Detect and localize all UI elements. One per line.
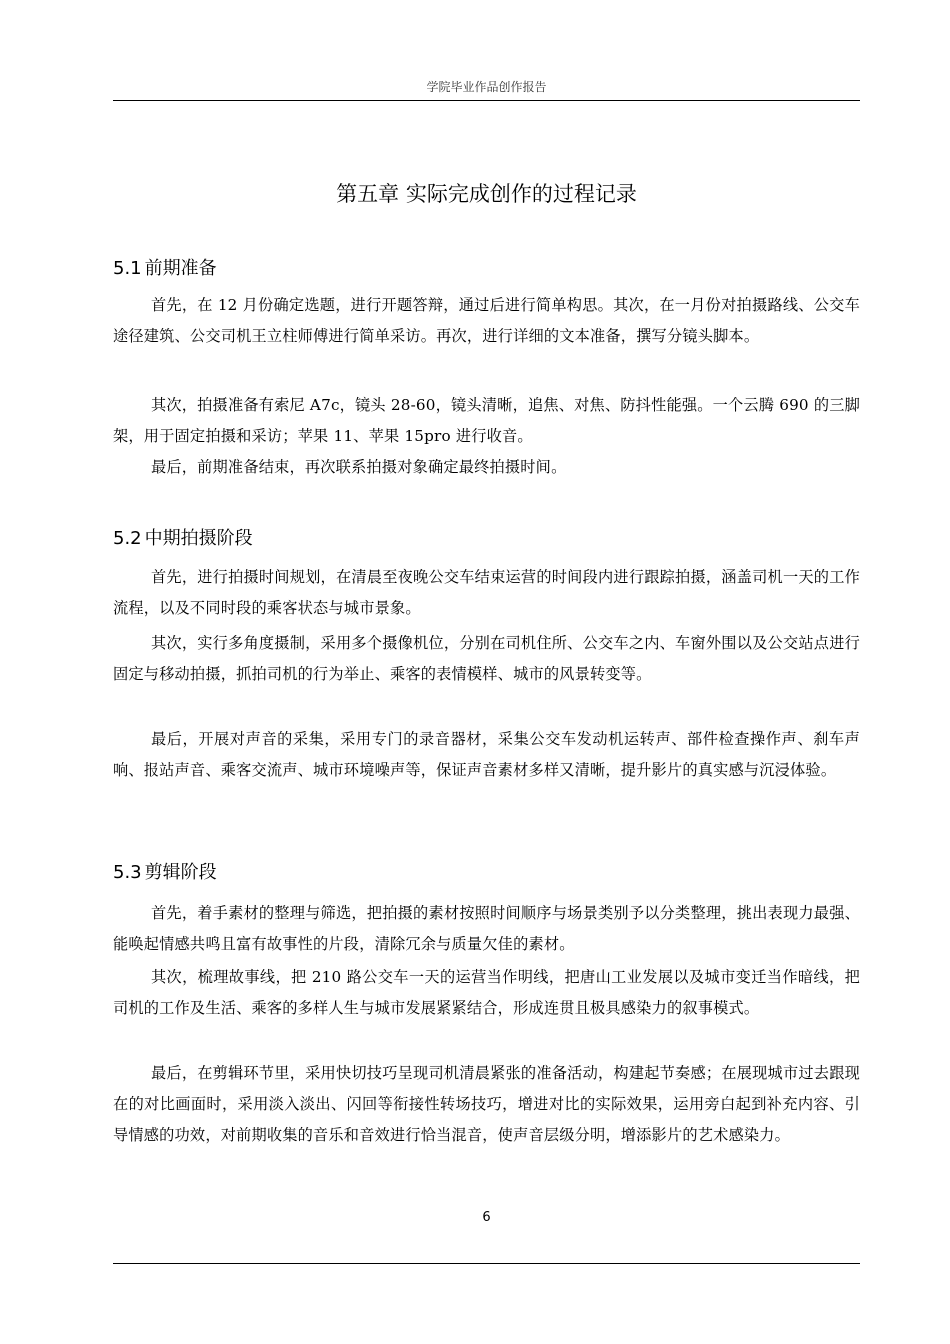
- paragraph: 其次，实行多角度摄制，采用多个摄像机位，分别在司机住所、公交车之内、车窗外围以及公交站点进行固定与移动拍摄，抓拍司机的行为举止、乘客的表情模样、城市的风景转变等。: [113, 634, 860, 683]
- paragraph: 首先，进行拍摄时间规划，在清晨至夜晚公交车结束运营的时间段内进行跟踪拍摄，涵盖司机一天的工作流程，以及不同时段的乘客状态与城市景象。: [113, 568, 860, 617]
- running-header: 学院毕业作品创作报告: [426, 80, 547, 94]
- section-heading-5-2: [113, 524, 253, 550]
- section-number: 5.2: [113, 528, 142, 549]
- paragraph: 最后，开展对声音的采集，采用专门的录音器材，采集公交车发动机运转声、部件检查操作声、刹车声响、报站声音、乘客交流声、城市环境噪声等，保证声音素材多样又清晰，提升影片的真实感与沉浸体验。: [113, 730, 860, 779]
- paragraph: 最后，前期准备结束，再次联系拍摄对象确定最终拍摄时间。: [151, 458, 567, 476]
- paragraph: 首先，着手素材的整理与筛选，把拍摄的素材按照时间顺序与场景类别予以分类整理，挑出表现力最强、能唤起情感共鸣且富有故事性的片段，清除冗余与质量欠佳的素材。: [113, 904, 860, 953]
- page-number: 6: [482, 1210, 491, 1225]
- section-heading-5-3: [113, 858, 217, 884]
- paragraph: 其次，梳理故事线，把 210 路公交车一天的运营当作明线，把唐山工业发展以及城市变迁当作暗线，把司机的工作及生活、乘客的多样人生与城市发展紧紧结合，形成连贯且极具感染力的叙事模式。: [113, 968, 860, 1017]
- section-heading-5-1: [113, 254, 217, 280]
- paragraph: 其次，拍摄准备有索尼 A7c，镜头 28-60，镜头清晰，追焦、对焦、防抖性能强。一个云腾 690 的三脚架，用于固定拍摄和采访；苹果 11、苹果 15pro 进行收音。: [113, 396, 860, 445]
- section-title: 前期准备: [144, 258, 217, 279]
- section-number: 5.1: [113, 258, 142, 279]
- section-number: 5.3: [113, 862, 142, 883]
- paragraph: 首先，在 12 月份确定选题，进行开题答辩，通过后进行简单构思。其次，在一月份对拍摄路线、公交车途径建筑、公交司机王立柱师傅进行简单采访。再次，进行详细的文本准备，撰写分镜头脚本。: [113, 296, 860, 345]
- header-divider: [113, 100, 860, 101]
- chapter-title: 第五章 实际完成创作的过程记录: [336, 182, 637, 206]
- footer-divider: [113, 1263, 860, 1264]
- paragraph: 最后，在剪辑环节里，采用快切技巧呈现司机清晨紧张的准备活动，构建起节奏感；在展现城市过去跟现在的对比画面时，采用淡入淡出、闪回等衔接性转场技巧，增进对比的实际效果，运用旁白起到补充内容、引导情感的功效，对前期收集的音乐和音效进行恰当混音，使声音层级分明，增添影片的艺术感染力。: [113, 1064, 860, 1144]
- section-title: 中期拍摄阶段: [144, 528, 253, 549]
- section-title: 剪辑阶段: [144, 862, 217, 883]
